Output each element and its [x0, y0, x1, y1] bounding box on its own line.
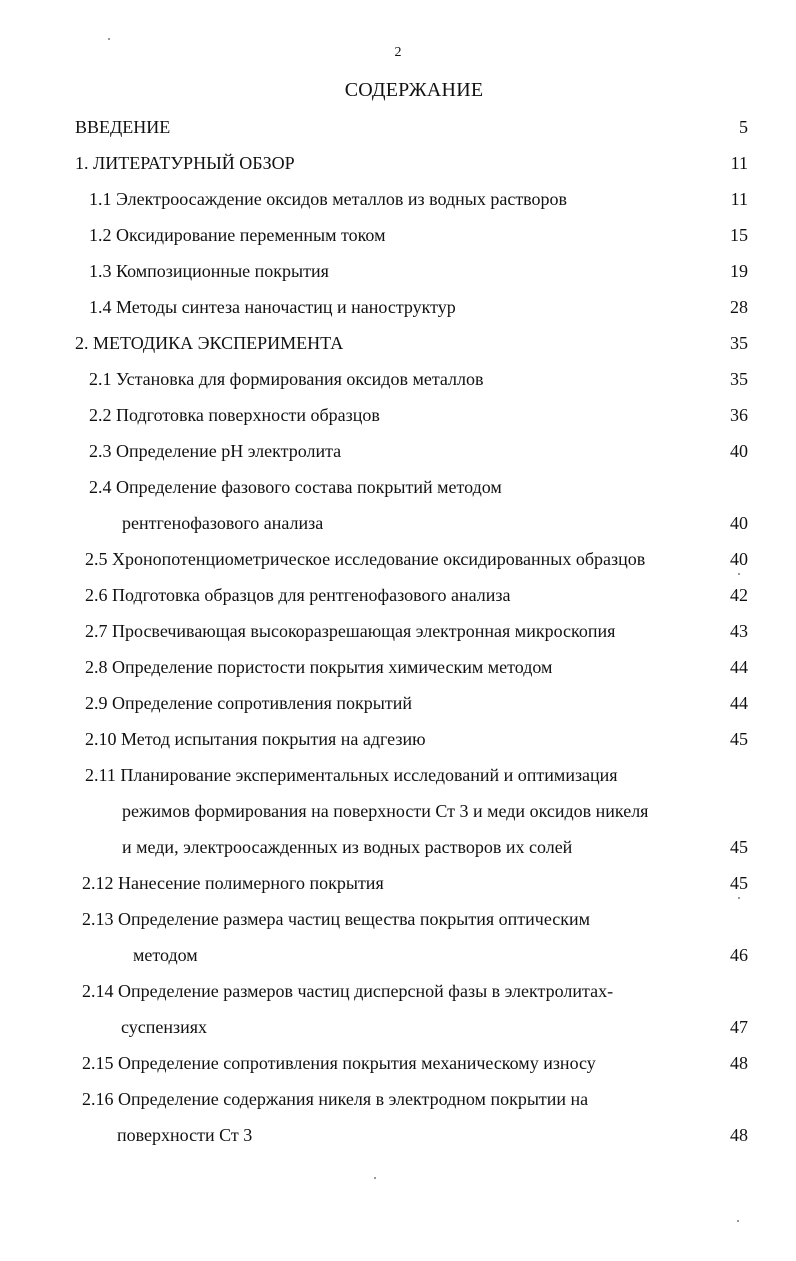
toc-entry-text: 2.1 Установка для формирования оксидов металлов [89, 369, 484, 389]
toc-entry-text: 2.6 Подготовка образцов для рентгенофазового анализа [85, 585, 511, 605]
toc-entry [0, 685, 796, 721]
toc-entry-text: 2.5 Хронопотенциометрическое исследование оксидированных образцов [85, 549, 646, 569]
toc-entry [0, 973, 796, 1009]
toc-entry-page: 40 [730, 549, 748, 569]
toc-entry-text: 2. МЕТОДИКА ЭКСПЕРИМЕНТА [75, 333, 344, 353]
toc-entry [0, 1081, 796, 1117]
toc-entry-text: 2.3 Определение pH электролита [89, 441, 342, 461]
toc-entry-text: 1. ЛИТЕРАТУРНЫЙ ОБЗОР [75, 153, 295, 173]
table-of-contents [0, 109, 796, 1153]
toc-entry-page: 45 [730, 837, 748, 857]
scan-speck [737, 1220, 739, 1222]
toc-entry-text: 2.14 Определение размеров частиц дисперсной фазы в электролитах- [82, 981, 614, 1001]
toc-entry-page: 45 [730, 729, 748, 749]
toc-entry-text: 1.4 Методы синтеза наночастиц и наноструктур [89, 297, 456, 317]
toc-entry-page: 28 [730, 297, 748, 317]
toc-entry [0, 541, 796, 577]
toc-entry-text: 2.11 Планирование экспериментальных исследований и оптимизация [85, 765, 618, 785]
toc-entry [0, 109, 796, 145]
toc-entry-page: 48 [730, 1053, 748, 1073]
toc-entry [0, 181, 796, 217]
scan-speck [738, 897, 740, 899]
toc-entry-text: ВВЕДЕНИЕ [75, 117, 171, 137]
toc-entry-text: 2.12 Нанесение полимерного покрытия [82, 873, 384, 893]
toc-entry-text: суспензиях [121, 1017, 208, 1037]
toc-entry-page: 46 [730, 945, 748, 965]
toc-entry-page: 42 [730, 585, 748, 605]
toc-entry-text: 1.1 Электроосаждение оксидов металлов из водных растворов [89, 189, 568, 209]
toc-entry [0, 757, 796, 793]
toc-entry-text: 2.15 Определение сопротивления покрытия механическому износу [82, 1053, 596, 1073]
toc-entry [0, 649, 796, 685]
toc-entry-text: рентгенофазового анализа [122, 513, 324, 533]
toc-entry [0, 829, 796, 865]
toc-entry-page: 19 [730, 261, 748, 281]
toc-entry-text: 2.13 Определение размера частиц вещества покрытия оптическим [82, 909, 591, 929]
toc-entry [0, 937, 796, 973]
toc-entry-text: 2.10 Метод испытания покрытия на адгезию [85, 729, 426, 749]
toc-entry [0, 361, 796, 397]
toc-entry-text: 2.4 Определение фазового состава покрытий методом [89, 477, 502, 497]
toc-entry-page: 43 [730, 621, 748, 641]
toc-entry-page: 48 [730, 1125, 748, 1145]
toc-entry-page: 44 [730, 693, 748, 713]
toc-entry-text: 1.2 Оксидирование переменным током [89, 225, 386, 245]
toc-entry [0, 145, 796, 181]
toc-entry [0, 613, 796, 649]
toc-entry-text: 2.2 Подготовка поверхности образцов [89, 405, 380, 425]
toc-entry-text: 2.9 Определение сопротивления покрытий [85, 693, 413, 713]
toc-entry [0, 325, 796, 361]
toc-entry-text: методом [133, 945, 198, 965]
toc-entry-text: 1.3 Композиционные покрытия [89, 261, 329, 281]
toc-entry-page: 44 [730, 657, 748, 677]
toc-entry [0, 901, 796, 937]
toc-entry-page: 15 [730, 225, 748, 245]
toc-entry-text: 2.16 Определение содержания никеля в электродном покрытии на [82, 1089, 589, 1109]
toc-entry-page: 35 [730, 333, 748, 353]
toc-entry [0, 793, 796, 829]
toc-entry [0, 1045, 796, 1081]
toc-entry [0, 721, 796, 757]
toc-entry-page: 40 [730, 441, 748, 461]
toc-entry-page: 5 [739, 117, 748, 137]
toc-entry [0, 1117, 796, 1153]
toc-entry-page: 40 [730, 513, 748, 533]
toc-entry-page: 45 [730, 873, 748, 893]
toc-entry-text: поверхности Ст 3 [117, 1125, 253, 1145]
toc-entry-text: и меди, электроосажденных из водных растворов их солей [122, 837, 573, 857]
toc-title: СОДЕРЖАНИЕ [344, 79, 484, 101]
scan-speck [738, 573, 740, 575]
toc-entry [0, 865, 796, 901]
scan-speck [374, 1177, 376, 1179]
toc-entry [0, 217, 796, 253]
toc-entry-page: 11 [730, 189, 748, 209]
toc-entry-text: 2.8 Определение пористости покрытия химическим методом [85, 657, 553, 677]
toc-entry-page: 11 [730, 153, 748, 173]
toc-entry [0, 577, 796, 613]
toc-entry [0, 289, 796, 325]
page-number: 2 [394, 45, 402, 60]
toc-entry-page: 47 [730, 1017, 748, 1037]
toc-entry-page: 36 [730, 405, 748, 425]
scan-speck [108, 38, 110, 40]
toc-entry-page: 35 [730, 369, 748, 389]
toc-entry [0, 1009, 796, 1045]
toc-entry [0, 253, 796, 289]
toc-entry [0, 469, 796, 505]
toc-entry-text: 2.7 Просвечивающая высокоразрешающая электронная микроскопия [85, 621, 616, 641]
toc-entry-text: режимов формирования на поверхности Ст 3 и меди оксидов никеля [122, 801, 649, 821]
toc-entry [0, 505, 796, 541]
toc-entry [0, 397, 796, 433]
toc-entry [0, 433, 796, 469]
